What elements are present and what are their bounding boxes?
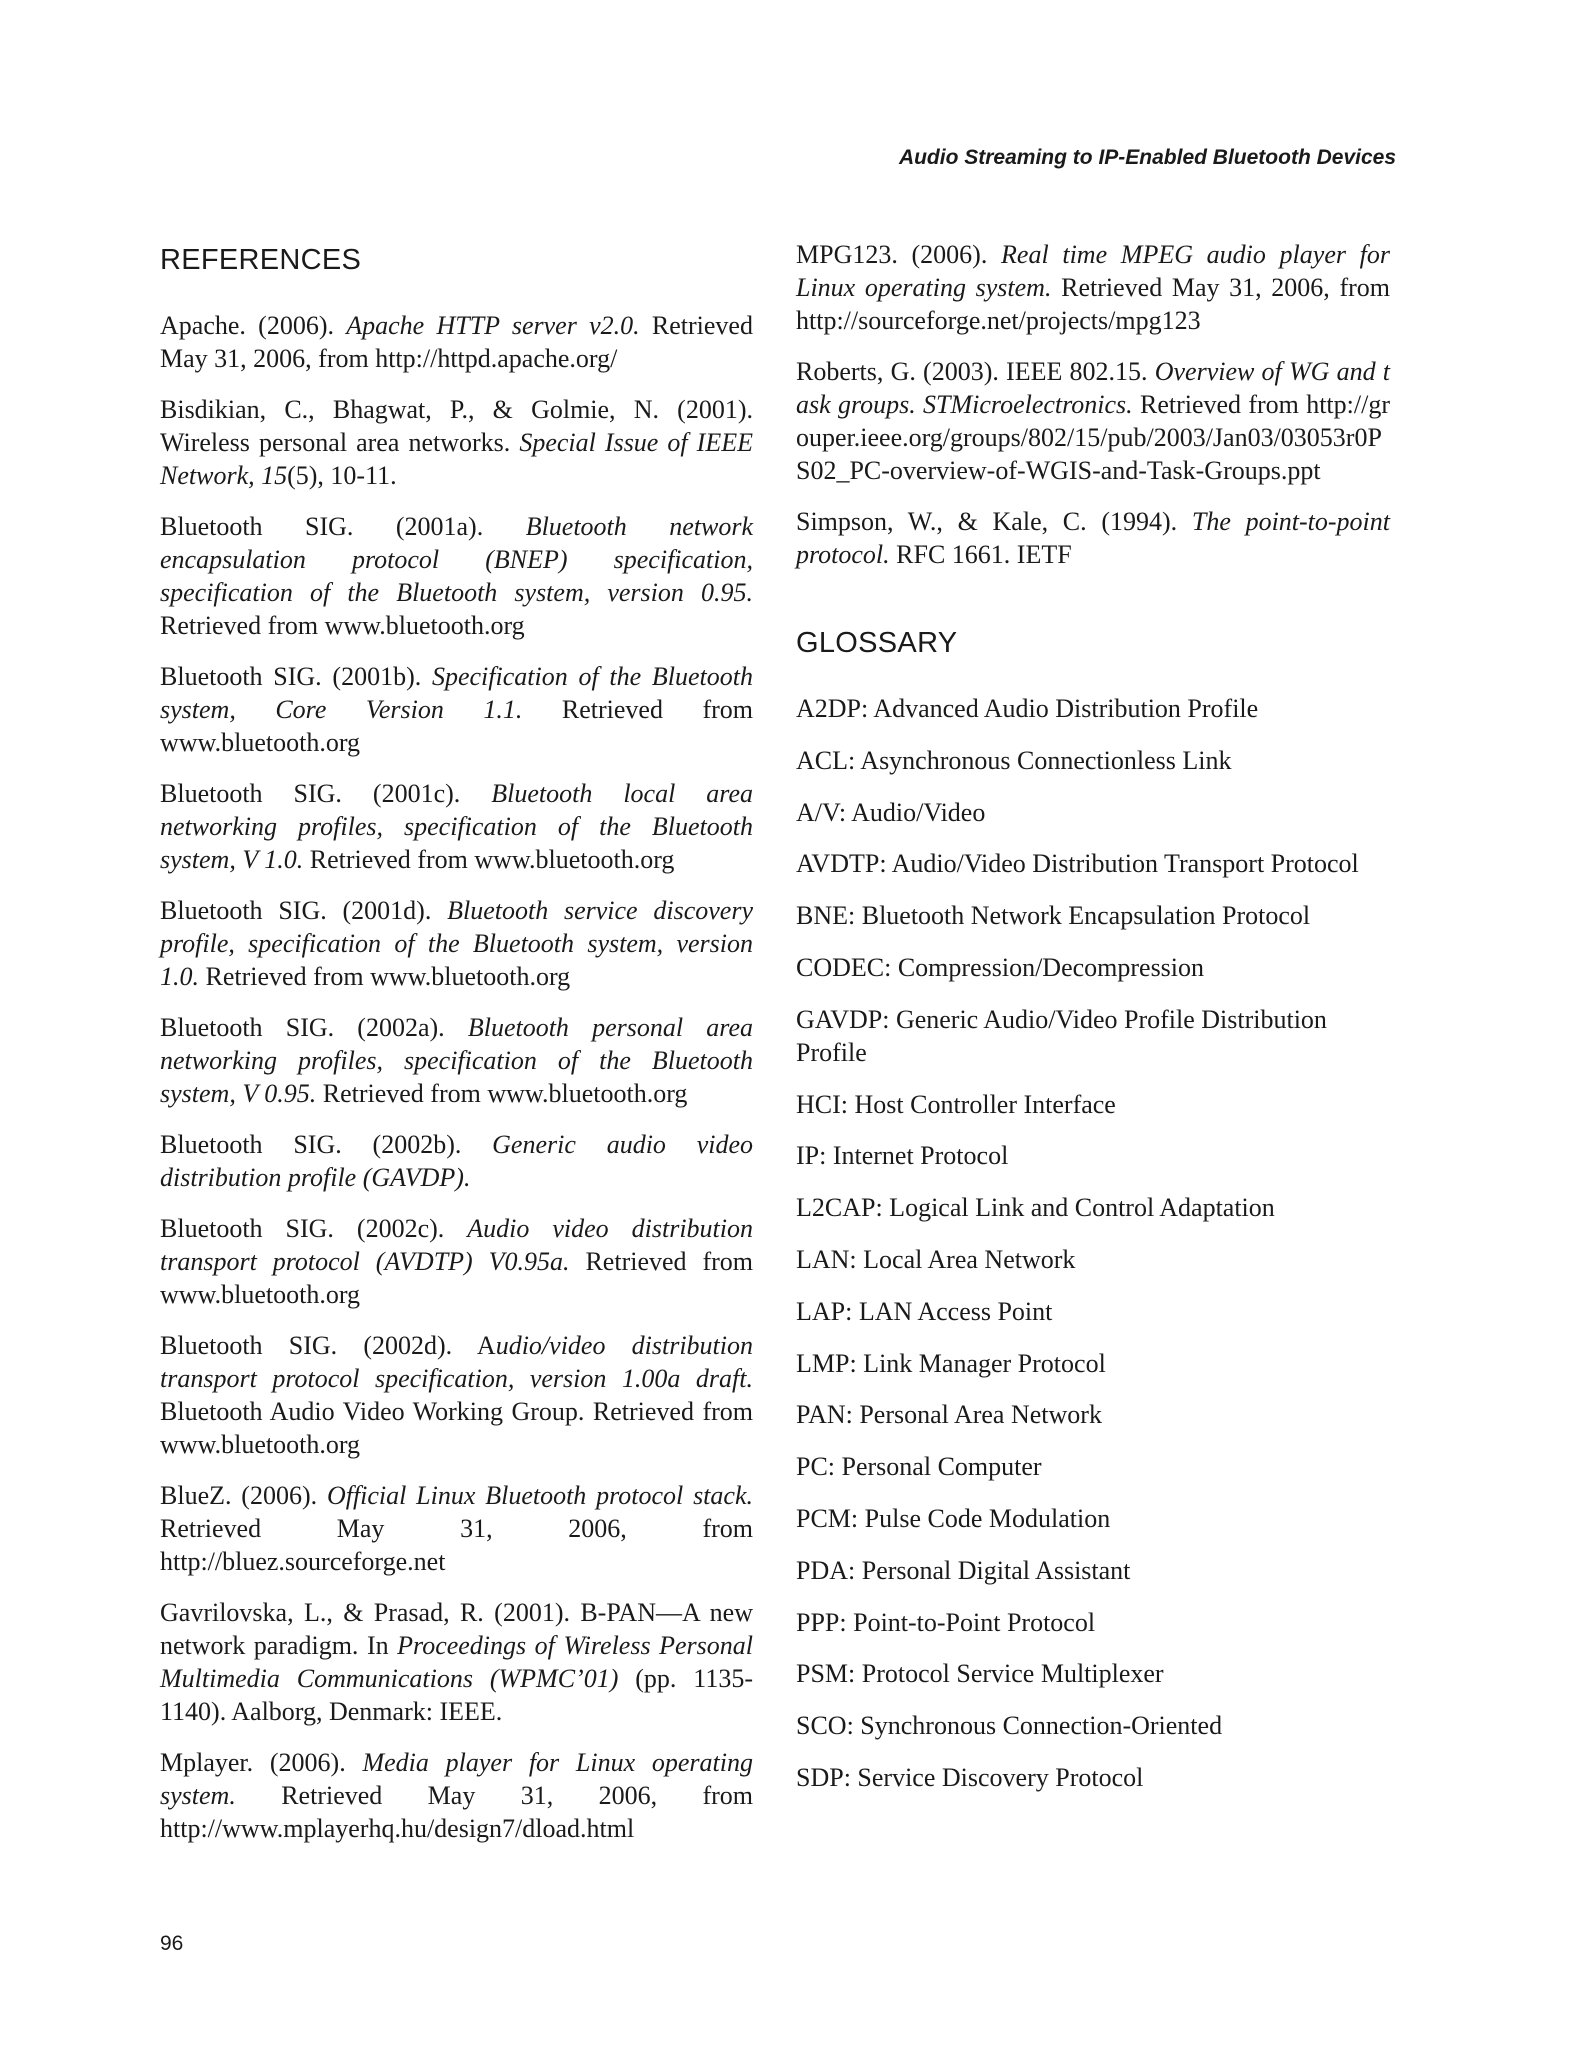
glossary-item: PC: Personal Computer — [796, 1452, 1042, 1482]
page-number: 96 — [160, 1932, 184, 1955]
glossary-item: LMP: Link Manager Protocol — [796, 1348, 1106, 1378]
glossary-item: IP: Internet Protocol — [796, 1141, 1009, 1171]
glossary-item: PAN: Personal Area Network — [796, 1400, 1102, 1430]
reference-entry: Bluetooth SIG. (2002a). Bluetooth personal area networking profiles, specification of the Bluetooth system, V 0.95. Retrieved from www.bluetooth.org — [160, 1013, 753, 1108]
reference-entry: Bisdikian, C., Bhagwat, P., & Golmie, N. (2001). Wireless personal area networks. Special Issue of IEEE Network, 15(5), 10-11. — [160, 395, 753, 490]
reference-entry: Roberts, G. (2003). IEEE 802.15. Overview of WG and task groups. STMicroelectronics. Retrieved from http://grouper.ieee.org/groups/802/15/pub/2003/Jan03/03053r0PS02_PC-overview-of-WGIS-and-Task-Groups.ppt — [796, 357, 1390, 485]
glossary-item: ACL: Asynchronous Connectionless Link — [796, 745, 1232, 775]
reference-entry: MPG123. (2006). Real time MPEG audio player for Linux operating system. Retrieved May 31, 2006, from http://sourceforge.net/projects/mpg123 — [796, 240, 1391, 335]
left-column — [160, 238, 753, 1863]
glossary-item: SCO: Synchronous Connection-Oriented — [796, 1711, 1223, 1741]
reference-entry: Bluetooth SIG. (2002d). Audio/video distribution transport protocol specification, version 1.00a draft. Bluetooth Audio Video Working Group. Retrieved from www.bluetooth.org — [160, 1331, 754, 1459]
glossary-item: AVDTP: Audio/Video Distribution Transport Protocol — [796, 849, 1359, 879]
glossary-item: L2CAP: Logical Link and Control Adaptation — [796, 1193, 1275, 1223]
glossary-heading: GLOSSARY — [796, 627, 958, 659]
reference-entry: Bluetooth SIG. (2001d). Bluetooth service discovery profile, specification of the Bluetooth system, version 1.0. Retrieved from www.bluetooth.org — [160, 896, 753, 991]
reference-entry: Bluetooth SIG. (2001a). Bluetooth network encapsulation protocol (BNEP) specification, specification of the Bluetooth system, version 0.95. Retrieved from www.bluetooth.org — [160, 512, 754, 640]
reference-entry: Bluetooth SIG. (2001b). Specification of the Bluetooth system, Core Version 1.1. Retrieved from www.bluetooth.org — [160, 662, 753, 757]
right-column — [796, 238, 1390, 1813]
glossary-item: A2DP: Advanced Audio Distribution Profile — [796, 694, 1259, 723]
glossary-item: PSM: Protocol Service Multiplexer — [796, 1659, 1164, 1689]
glossary-item: PPP: Point-to-Point Protocol — [796, 1607, 1096, 1637]
glossary-item: CODEC: Compression/Decompression — [796, 952, 1205, 982]
reference-entry: Gavrilovska, L., & Prasad, R. (2001). B-PAN—A new network paradigm. In Proceedings of Wireless Personal Multimedia Communications (WPMC’01) (pp. 1135-1140). Aalborg, Denmark: IEEE. — [160, 1598, 754, 1726]
reference-entry: Apache. (2006). Apache HTTP server v2.0. Retrieved May 31, 2006, from http://httpd.apache.org/ — [160, 311, 753, 373]
glossary-item: BNE: Bluetooth Network Encapsulation Protocol — [796, 901, 1311, 931]
reference-entry: Simpson, W., & Kale, C. (1994). The point-to-point protocol. RFC 1661. IETF — [796, 507, 1391, 569]
glossary-item: GAVDP: Generic Audio/Video Profile Distribution Profile — [796, 1004, 1327, 1067]
reference-entry: Bluetooth SIG. (2002b). Generic audio video distribution profile (GAVDP). — [160, 1130, 754, 1192]
reference-entry: Bluetooth SIG. (2001c). Bluetooth local area networking profiles, specification of the Bluetooth system, V 1.0. Retrieved from www.bluetooth.org — [160, 779, 753, 874]
reference-entry: Bluetooth SIG. (2002c). Audio video distribution transport protocol (AVDTP) V0.95a. Retrieved from www.bluetooth.org — [160, 1214, 754, 1309]
glossary-item: LAP: LAN Access Point — [796, 1296, 1053, 1326]
glossary-list — [796, 692, 1390, 1794]
glossary-item: LAN: Local Area Network — [796, 1244, 1076, 1274]
reference-entry: Mplayer. (2006). Media player for Linux operating system. Retrieved May 31, 2006, from http://www.mplayerhq.hu/design7/dload.html — [160, 1748, 753, 1843]
glossary-item: HCI: Host Controller Interface — [796, 1089, 1116, 1119]
references-heading: REFERENCES — [160, 244, 362, 276]
reference-entry: BlueZ. (2006). Official Linux Bluetooth protocol stack. Retrieved May 31, 2006, from http://bluez.sourceforge.net — [160, 1481, 753, 1576]
glossary-item: PDA: Personal Digital Assistant — [796, 1555, 1131, 1585]
glossary-item: A/V: Audio/Video — [796, 797, 986, 827]
glossary-item: PCM: Pulse Code Modulation — [796, 1503, 1111, 1533]
running-head: Audio Streaming to IP-Enabled Bluetooth Devices — [898, 146, 1396, 169]
glossary-item: SDP: Service Discovery Protocol — [796, 1762, 1144, 1792]
